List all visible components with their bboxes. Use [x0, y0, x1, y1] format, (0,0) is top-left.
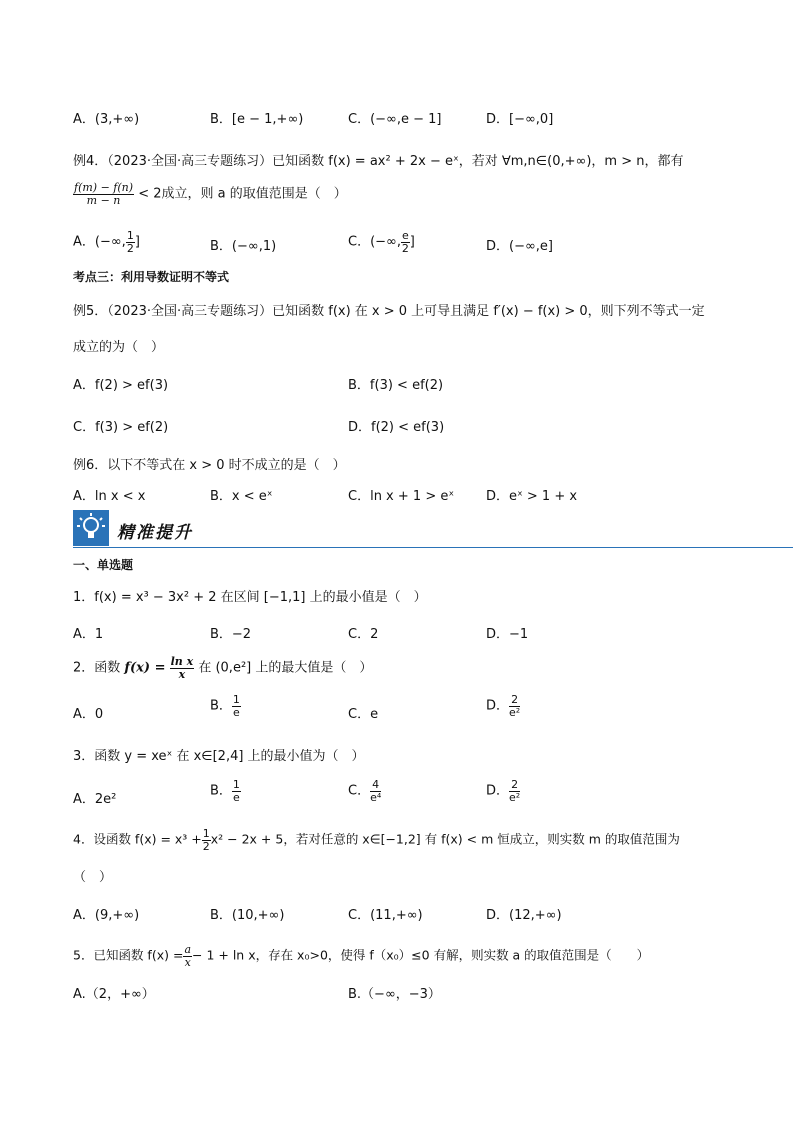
example-6-option-d: D．eˣ > 1 + x — [486, 489, 578, 504]
example-4-option-d: D．(−∞,e] — [486, 239, 554, 254]
question-1: 1．f(x) = x³ − 3x² + 2 在区间 [−1,1] 上的最小值是（ ） — [73, 590, 427, 605]
q4-option-b: B．(10,+∞) — [210, 908, 285, 923]
example-6-option-c: C．ln x + 1 > eˣ — [348, 489, 455, 504]
example-5-option-a: A．f(2) > ef(3) — [73, 378, 169, 393]
q2-option-d: D． $\frac{2}{\text{e²}}$ — [486, 693, 521, 719]
example-5-option-b: B．f(3) < ef(2) — [348, 378, 444, 393]
question-4: 4．设函数 f(x) = x³ + $\frac{1}{2}$ x² − 2x + 5，若对任意的 x∈[−1,2] 有 f(x) < m 恒成立，则实数 m 的取值范围为 — [73, 827, 680, 853]
q3-option-a: A．2e² — [73, 792, 117, 807]
example-4-option-b: B．(−∞,1) — [210, 239, 277, 254]
single-choice-heading: 一、单选题 — [73, 558, 134, 572]
question-4-line2: （ ） — [73, 870, 113, 885]
section-3-heading: 考点三：利用导数证明不等式 — [73, 270, 230, 284]
q5-option-b: B.（−∞，−3） — [348, 987, 441, 1002]
question-5: 5．已知函数 f(x) = $\frac{a}{x}$ − 1 + ln x，存在 x₀>0，使得 f（x₀）≤0 有解，则实数 a 的取值范围是（ ） — [73, 943, 650, 969]
difference-quotient: $\frac{f(m) - f(n)}{m - n}$ — [74, 181, 134, 207]
question-3: 3．函数 y = xeˣ 在 x∈[2,4] 上的最小值为（ ） — [73, 749, 365, 764]
q1-option-a: A．1 — [73, 627, 104, 642]
q3-option-c: C． $\frac{4}{\text{e⁴}}$ — [348, 778, 382, 804]
option-b: B．[e − 1,+∞) — [210, 112, 304, 127]
question-2: 2．函数 f(x) = $\frac{\text{ln x}}{x}$ 在 (0,e²] 上的最大值是（ ） — [73, 655, 373, 681]
q5-option-a: A.（2，+∞） — [73, 987, 155, 1002]
example-4-option-a: A．(−∞, $\frac{1}{2}$ ] — [73, 229, 140, 255]
example-5-option-c: C．f(3) > ef(2) — [73, 420, 169, 435]
example-5-option-d: D．f(2) < ef(3) — [348, 420, 445, 435]
q2-option-c: C．e — [348, 707, 379, 722]
banner-rule — [73, 547, 793, 548]
q4-option-c: C．(11,+∞) — [348, 908, 423, 923]
q4-option-d: D．(12,+∞) — [486, 908, 562, 923]
lightbulb-icon — [73, 510, 109, 546]
q1-option-c: C．2 — [348, 627, 379, 642]
example-4-option-c: C．(−∞, $\frac{e}{2}$ ] — [348, 229, 415, 255]
q2-option-a: A．0 — [73, 707, 104, 722]
option-d: D．[−∞,0] — [486, 112, 554, 127]
example-6-line1: 例6．以下不等式在 x > 0 时不成立的是（ ） — [73, 458, 346, 473]
example-4-line2: $\frac{f(m) - f(n)}{m - n}$ < 2成立，则 a 的取值范围是（ ） — [74, 181, 347, 207]
q3-option-d: D． $\frac{2}{\text{e²}}$ — [486, 778, 521, 804]
q1-option-d: D．−1 — [486, 627, 529, 642]
example-6-option-a: A．ln x < x — [73, 489, 146, 504]
q4-option-a: A．(9,+∞) — [73, 908, 140, 923]
section-banner — [73, 510, 793, 546]
option-c: C．(−∞,e − 1] — [348, 112, 442, 127]
example-4-line1: 例4．（2023·全国·高三专题练习）已知函数 f(x) = ax² + 2x − eˣ，若对 ∀m,n∈(0,+∞)，m > n，都有 — [73, 154, 684, 169]
q3-option-b: B． $\frac{1}{e}$ — [210, 778, 240, 804]
example-5-line2: 成立的为（ ） — [73, 340, 165, 355]
banner-title: 精准提升 — [117, 523, 193, 543]
q2-option-b: B． $\frac{1}{e}$ — [210, 693, 240, 719]
option-a: A．(3,+∞) — [73, 112, 140, 127]
example-5-line1: 例5．（2023·全国·高三专题练习）已知函数 f(x) 在 x > 0 上可导且满足 f′(x) − f(x) > 0，则下列不等式一定 — [73, 304, 705, 319]
q1-option-b: B．−2 — [210, 627, 252, 642]
example-6-option-b: B．x < eˣ — [210, 489, 273, 504]
